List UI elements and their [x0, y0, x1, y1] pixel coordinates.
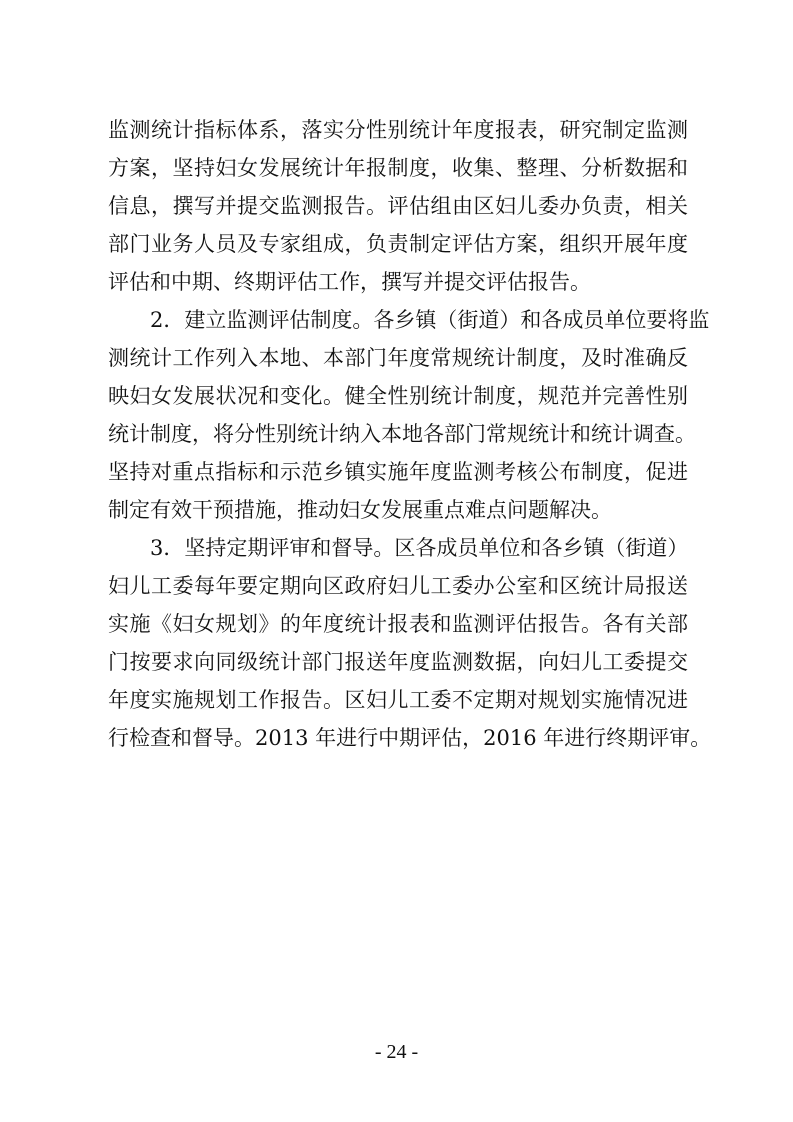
paragraph-3-line-1: 3．坚持定期评审和督导。区各成员单位和各乡镇（街道） — [150, 536, 689, 560]
paragraph-2-line-3: 映妇女发展状况和变化。健全性别统计制度，规范并完善性别 — [108, 384, 688, 408]
paragraph-1-line-2: 方案，坚持妇女发展统计年报制度，收集、整理、分析数据和 — [108, 156, 688, 180]
paragraph-1-line-3: 信息，撰写并提交监测报告。评估组由区妇儿委办负责，相关 — [108, 194, 688, 218]
paragraph-3-line-5: 年度实施规划工作报告。区妇儿工委不定期对规划实施情况进 — [108, 688, 688, 712]
paragraph-3-line-2: 妇儿工委每年要定期向区政府妇儿工委办公室和区统计局报送 — [108, 574, 688, 598]
paragraph-3-line-3: 实施《妇女规划》的年度统计报表和监测评估报告。各有关部 — [108, 612, 688, 636]
paragraph-2-line-5: 坚持对重点指标和示范乡镇实施年度监测考核公布制度，促进 — [108, 460, 688, 484]
paragraph-2-line-1: 2．建立监测评估制度。各乡镇（街道）和各成员单位要将监 — [150, 308, 710, 332]
paragraph-2-line-6: 制定有效干预措施，推动妇女发展重点难点问题解决。 — [108, 498, 612, 522]
paragraph-2-line-2: 测统计工作列入本地、本部门年度常规统计制度，及时准确反 — [108, 346, 688, 370]
paragraph-3-line-6: 行检查和督导。2013 年进行中期评估，2016 年进行终期评审。 — [108, 726, 712, 750]
paragraph-1-line-4: 部门业务人员及专家组成，负责制定评估方案，组织开展年度 — [108, 232, 688, 256]
paragraph-1-line-1: 监测统计指标体系，落实分性别统计年度报表，研究制定监测 — [108, 118, 688, 142]
paragraph-2-line-4: 统计制度，将分性别统计纳入本地各部门常规统计和统计调查。 — [108, 422, 696, 446]
paragraph-1-line-5: 评估和中期、终期评估工作，撰写并提交评估报告。 — [108, 270, 591, 294]
page-number: - 24 - — [374, 1041, 419, 1063]
paragraph-3-line-4: 门按要求向同级统计部门报送年度监测数据，向妇儿工委提交 — [108, 650, 688, 674]
